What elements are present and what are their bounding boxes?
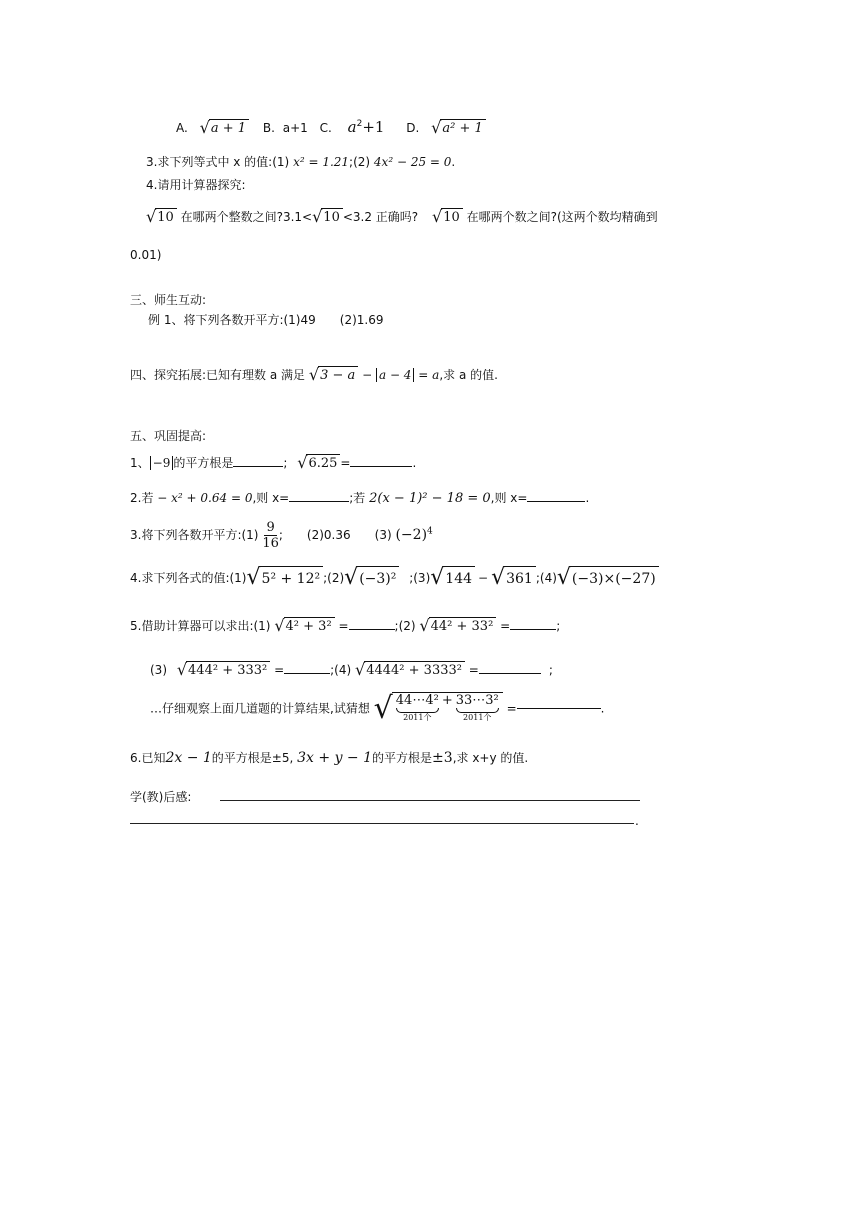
sqrt-361: √ 361 xyxy=(491,566,536,591)
s5-q2-mid2: ,则 x= xyxy=(490,491,528,505)
s5-q6-expr2: 3x + y − 1 xyxy=(297,750,373,766)
s5-question-3 xyxy=(130,520,433,551)
s5-q5-prefix: 5.借助计算器可以求出:(1) xyxy=(130,619,271,633)
option-d-label: D. xyxy=(406,121,420,135)
section-3-title: 三、师生互动: xyxy=(130,293,207,307)
sqrt-10-a: √ 10 xyxy=(146,208,177,227)
s5-q2-eq2: 2(x − 1)² − 18 = 0 xyxy=(369,491,491,506)
s5-q4-prefix: 4.求下列各式的值:(1) xyxy=(130,571,247,585)
option-c-label: C. xyxy=(319,121,332,135)
q3-equation-2: 4x² − 25 = 0 xyxy=(373,155,452,169)
sqrt-product: √ (−3)×(−27) xyxy=(557,566,659,591)
s5-q5-end2: ; xyxy=(548,663,553,677)
option-b-label: B. xyxy=(262,121,275,135)
option-a-expr: √ a + 1 xyxy=(200,119,249,138)
s5-q1-eq: = xyxy=(340,456,351,470)
question-4-body xyxy=(146,208,658,227)
s5-q3-p2: ; (2)0.36 (3) xyxy=(278,528,392,542)
plus: + xyxy=(441,692,453,708)
equals: = xyxy=(500,619,511,633)
sqrt-3-minus-a: √ 3 − a xyxy=(309,366,358,385)
sqrt-4sq-3sq: √ 4² + 3² xyxy=(274,617,334,636)
q3-end: . xyxy=(451,155,456,169)
question-3 xyxy=(146,153,455,171)
s5-q6-expr1: 2x − 1 xyxy=(165,750,212,766)
question-4-title: 4.请用计算器探究: xyxy=(146,178,246,192)
s5-question-2 xyxy=(130,489,589,508)
q4-text-2: <3.2 正确吗? xyxy=(342,210,419,224)
reflection-line-1[interactable] xyxy=(220,800,640,801)
s5-question-4 xyxy=(130,566,659,591)
s5-q2-mid1: ,则 x= xyxy=(252,491,290,505)
equals: = xyxy=(468,663,479,677)
equals: = xyxy=(274,663,285,677)
q3-prefix: 3.求下列等式中 x 的值:(1) xyxy=(146,155,290,169)
answer-blank[interactable] xyxy=(527,501,585,502)
s5-question-5 xyxy=(130,617,560,636)
sqrt-44sq-33sq: √ 44² + 33² xyxy=(419,617,496,636)
equals: = xyxy=(506,701,517,716)
option-a-label: A. xyxy=(176,121,188,135)
equals: = xyxy=(338,619,349,633)
s5-question-1 xyxy=(130,454,416,473)
section-3-example: 例 1、将下列各数开平方:(1)49 (2)1.69 xyxy=(148,313,384,327)
q3-sep: ;(2) xyxy=(349,155,371,169)
s5-q1-end: . xyxy=(412,456,417,470)
abs-a-minus-4: a − 4 xyxy=(376,368,414,382)
s5-q1-mid: 的平方根是 xyxy=(173,456,234,470)
reflection-end: . xyxy=(635,814,639,828)
sqrt-144: √ 144 xyxy=(430,566,475,591)
s5-q5-p4: ;(4) xyxy=(330,663,352,677)
s5-q5-p3: (3) xyxy=(150,663,167,677)
s5-q3-power: $(-2)^4$ xyxy=(395,526,433,543)
s5-q1-sep: ; xyxy=(283,456,288,470)
sqrt-444sq-333sq: √ 444² + 333² xyxy=(177,661,270,680)
s5-q5-p2: ;(2) xyxy=(394,619,416,633)
s5-q2-prefix: 2.若 xyxy=(130,491,154,505)
sqrt-10-c: √ 10 xyxy=(432,208,463,227)
s5-q6-end: ,求 x+y 的值. xyxy=(452,751,529,765)
fraction-9-16: $\frac{9}{16}$ xyxy=(262,520,279,551)
answer-blank[interactable] xyxy=(289,501,349,502)
q4-text-1: 在哪两个整数之间?3.1< xyxy=(180,210,313,224)
sqrt-4444sq-3333sq: √ 4444² + 3333² xyxy=(355,661,465,680)
answer-blank[interactable] xyxy=(349,629,395,630)
s5-question-6 xyxy=(130,749,528,767)
option-b-text: a+1 xyxy=(282,121,308,135)
s5-q3-prefix: 3.将下列各数开平方:(1) xyxy=(130,528,259,542)
option-d-expr: √ a² + 1 xyxy=(431,119,486,138)
s5-q5-end: ; xyxy=(556,619,561,633)
section-4-prefix: 四、探究拓展:已知有理数 a 满足 xyxy=(130,368,306,382)
q2-options xyxy=(176,118,486,138)
s5-q1-prefix: 1、 xyxy=(130,456,150,470)
s5-question-5-cont xyxy=(150,661,553,680)
question-4-precision: 0.01) xyxy=(130,248,162,262)
reflection-line-2[interactable] xyxy=(130,823,634,824)
answer-blank[interactable] xyxy=(350,466,412,467)
s5-q2-eq1: − x² + 0.64 = 0 xyxy=(157,491,253,505)
s5-q6-prefix: 6.已知 xyxy=(130,751,166,765)
section-5-title: 五、巩固提高: xyxy=(130,429,207,443)
option-c-expr: $a^2+1$ xyxy=(347,118,385,136)
s5-q4-p2: ;(2) xyxy=(323,571,345,585)
s5-guess-text: …仔细观察上面几道题的计算结果,试猜想 xyxy=(150,701,370,716)
section-4 xyxy=(130,366,498,385)
q4-text-3: 在哪两个数之间?(这两个数均精确到 xyxy=(466,210,658,224)
section-4-minus: − xyxy=(362,368,373,382)
sqrt-guess-expr: √ 44⋯4² 2011个 + 33⋯3² 2011个 xyxy=(374,692,503,726)
s5-guess-end: . xyxy=(600,701,605,716)
s5-q4-p4: ;(4) xyxy=(535,571,557,585)
answer-blank[interactable] xyxy=(233,466,283,467)
underbrace-44: 44⋯4² 2011个 xyxy=(395,692,439,722)
underbrace-33: 33⋯3² 2011个 xyxy=(455,692,499,722)
reflection-label: 学(教)后感: xyxy=(130,790,192,804)
answer-blank[interactable] xyxy=(479,673,541,674)
sqrt-10-b: √ 10 xyxy=(312,208,343,227)
s5-q4-minus: − xyxy=(478,571,489,585)
section-4-suffix: ,求 a 的值. xyxy=(439,368,498,382)
s5-q4-p3: ;(3) xyxy=(409,571,431,585)
answer-blank[interactable] xyxy=(517,708,601,709)
s5-q2-end: . xyxy=(585,491,590,505)
q3-equation-1: x² = 1.21 xyxy=(293,155,350,169)
s5-guess xyxy=(150,690,604,727)
sqrt-5sq-12sq: √ 5² + 12² xyxy=(247,566,324,591)
s5-q6-mid2: 的平方根是 xyxy=(372,751,433,765)
s5-q2-sep: ;若 xyxy=(349,491,366,505)
section-4-eq: = a xyxy=(418,368,440,382)
sqrt-6-25: √ 6.25 xyxy=(297,454,340,473)
abs-neg-9: −9 xyxy=(150,456,174,470)
answer-blank[interactable] xyxy=(510,629,556,630)
s5-q6-pm: ±3 xyxy=(432,750,453,766)
sqrt-neg3-sq: √ (−3)² xyxy=(344,566,399,591)
s5-q6-mid1: 的平方根是±5, xyxy=(211,751,294,765)
answer-blank[interactable] xyxy=(284,673,330,674)
